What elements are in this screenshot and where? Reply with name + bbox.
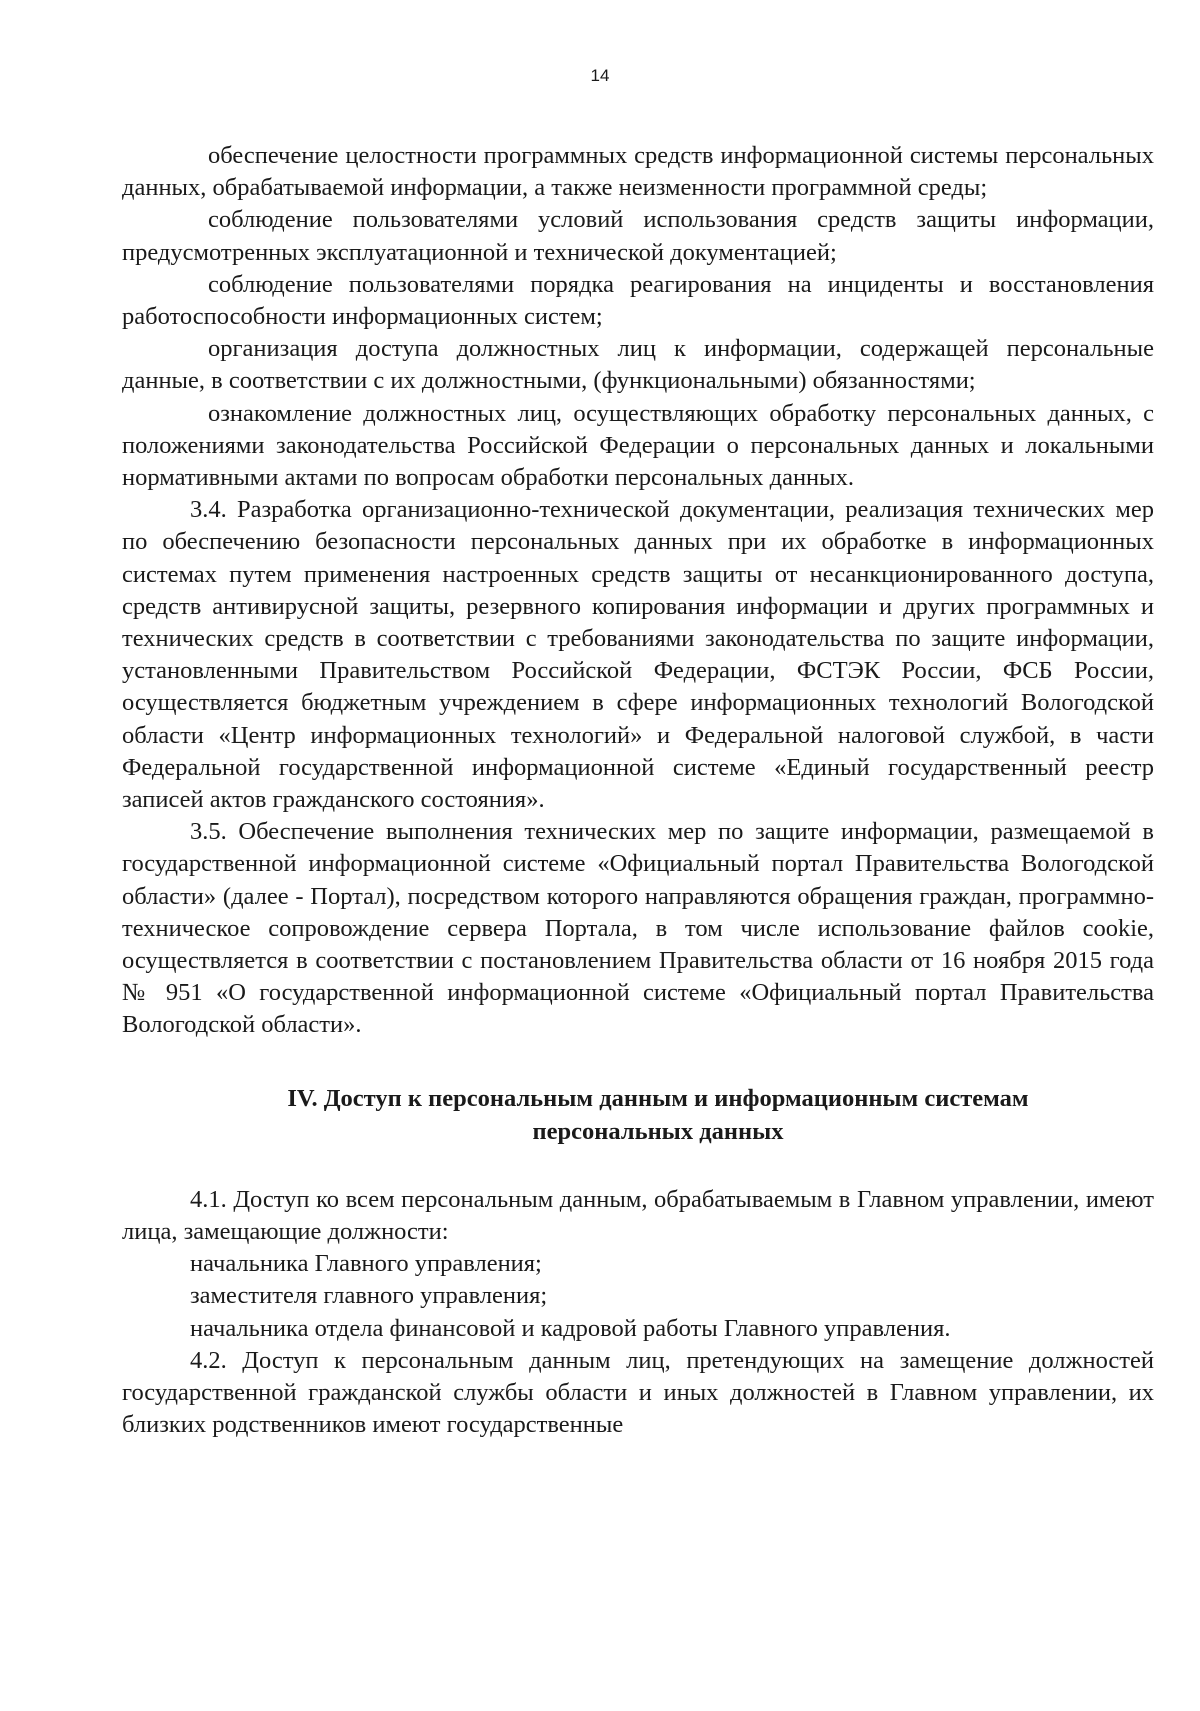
paragraph-4-2: 4.2. Доступ к персональным данным лиц, претендующих на замещение должностей государственной гражданской службы области и иных должностей в Главном управлении, их близких родственников имеют государственные bbox=[122, 1346, 1154, 1439]
paragraph: соблюдение пользователями условий использования средств защиты информации, предусмотренных эксплуатационной и технической документацией; bbox=[122, 206, 1154, 266]
page-number: 14 bbox=[590, 66, 610, 85]
paragraph: организация доступа должностных лиц к информации, содержащей персональные данные, в соответствии с их должностными, (функциональными) обязанностями; bbox=[122, 335, 1154, 395]
paragraph: обеспечение целостности программных средств информационной системы персональных данных, обрабатываемой информации, а также неизменности программной среды; bbox=[122, 142, 1154, 202]
section-heading-line-1: IV. Доступ к персональным данным и информационным системам bbox=[287, 1084, 1029, 1112]
document-body bbox=[122, 140, 1154, 1441]
list-item: начальника отдела финансовой и кадровой работы Главного управления. bbox=[190, 1314, 951, 1342]
list-item: заместителя главного управления; bbox=[190, 1282, 548, 1310]
paragraph: соблюдение пользователями порядка реагирования на инциденты и восстановления работоспособности информационных систем; bbox=[122, 270, 1154, 331]
paragraph-3-5: 3.5. Обеспечение выполнения технических мер по защите информации, размещаемой в государственной информационной системе «Официальный портал Правительства Вологодской области» (далее - Портал), посредством которого направляются обращения граждан, программно-техническое сопровождение сервера Портала, в том числе использование файлов cookie, осуществляется в соответствии с постановлением Правительства области от 16 ноября 2015 года № 951 «О государственной информационной системе «Официальный портал Правительства Вологодской области». bbox=[122, 818, 1154, 1039]
section-heading bbox=[122, 1082, 1154, 1148]
paragraph-3-4: 3.4. Разработка организационно-технической документации, реализация технических мер по обеспечению безопасности персональных данных при их обработке в информационных системах путем применения настроенных средств защиты от несанкционированного доступа, средств антивирусной защиты, резервного копирования информации и других программных и технических средств в соответствии с требованиями законодательства по защите информации, установленными Правительством Российской Федерации, ФСТЭК России, ФСБ России, осуществляется бюджетным учреждением в сфере информационных технологий Вологодской области «Центр информационных технологий» и Федеральной налоговой службой, в части Федеральной государственной информационной системе «Единый государственный реестр записей актов гражданского состояния». bbox=[122, 496, 1154, 814]
paragraph: ознакомление должностных лиц, осуществляющих обработку персональных данных, с положениями законодательства Российской Федерации о персональных данных и локальными нормативными актами по вопросам обработки персональных данных. bbox=[122, 399, 1154, 492]
paragraph-4-1: 4.1. Доступ ко всем персональным данным, обрабатываемым в Главном управлении, имеют лица, замещающие должности: bbox=[122, 1185, 1154, 1245]
section-heading-line-2: персональных данных bbox=[532, 1117, 784, 1145]
list-item: начальника Главного управления; bbox=[190, 1250, 542, 1278]
